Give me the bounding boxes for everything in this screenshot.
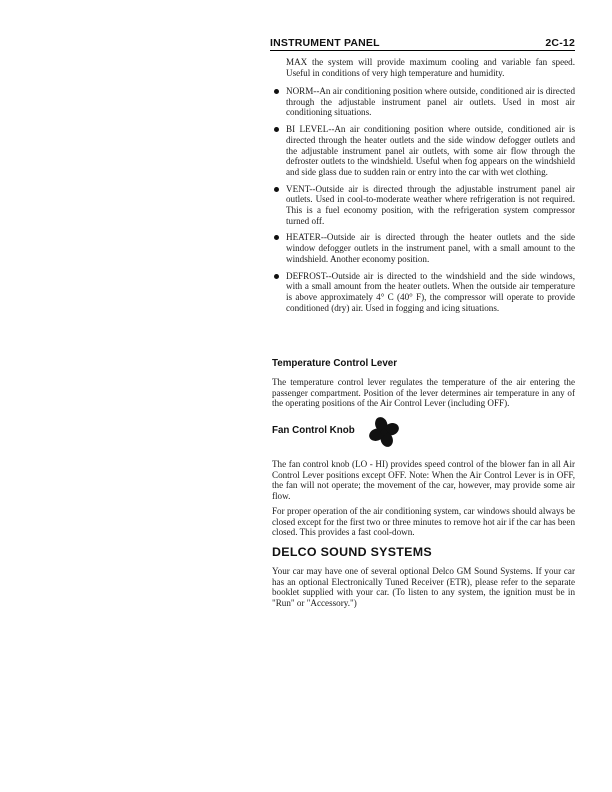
list-item-text: HEATER--Outside air is directed through the heater outlets and the side window defogger outlets in the instrument panel, with a small amount to the windshield. Another economy position. (286, 232, 575, 264)
delco-sound-paragraph: Your car may have one of several optional Delco GM Sound Systems. If your car has an optional Electronically Tuned Receiver (ETR), please refer to the separate booklet supplied with your car. (To listen to any system, the ignition must be in "Run" or "Accessory.") (272, 566, 575, 609)
cool-down-paragraph: For proper operation of the air conditioning system, car windows should always be closed except for the first two or three minutes to remove hot air if the car has been closed. This provides a fast cool-down. (272, 506, 575, 538)
bullet-icon (274, 187, 279, 192)
delco-sound-heading: DELCO SOUND SYSTEMS (272, 545, 432, 559)
page-number: 2C-12 (545, 37, 575, 49)
intro-paragraph: MAX the system will provide maximum cooling and variable fan speed. Useful in conditions of very high temperature and humidity. (286, 57, 575, 78)
list-item-vent (272, 184, 575, 227)
list-item-norm (272, 86, 575, 118)
list-item-text: BI LEVEL--An air conditioning position where outside, conditioned air is directed through the heater outlets and the side window defogger outlets and the adjustable instrument panel air outlets, with some air flow through the defroster outlets to the windshield. Useful when fog appears on the windshield and side glass due to sudden rain or entry into the car with wet clothing. (286, 124, 575, 177)
list-item-text: NORM--An air conditioning position where outside, conditioned air is directed through the adjustable instrument panel air outlets. Used in most air conditioning situations. (286, 86, 575, 118)
bullet-icon (274, 89, 279, 94)
list-item-text: VENT--Outside air is directed through the adjustable instrument panel air outlets. Used in cool-to-moderate weather where refrigeration is not required. This is a fuel economy position, with the refrigeration system compressor turned off. (286, 183, 575, 226)
temperature-control-heading: Temperature Control Lever (272, 358, 398, 369)
fan-control-paragraph: The fan control knob (LO - HI) provides speed control of the blower fan in all Air Control Lever positions except OFF. Note: When the Air Control Lever is in OFF, the fan will not operate; the movement of the car, however, may provide some air flow. (272, 459, 575, 502)
air-control-positions-list (272, 86, 575, 319)
bullet-icon (274, 274, 279, 279)
list-item-heater (272, 232, 575, 264)
page-header (270, 37, 575, 51)
list-item-text: DEFROST--Outside air is directed to the windshield and the side windows, with a small amount from the heater outlets. When the outside air temperature is above approximately 4° C (40° F), the compressor will operate to provide conditioned (dry) air. Used in fogging and icing situations. (286, 270, 575, 313)
fan-control-heading: Fan Control Knob (272, 425, 355, 436)
list-item-bi-level (272, 124, 575, 178)
bullet-icon (274, 127, 279, 132)
temperature-control-paragraph: The temperature control lever regulates the temperature of the air entering the passenger compartment. Position of the lever determines air temperature in any of the operating positions of the Air Control Lever (including OFF). (272, 377, 575, 409)
fan-icon (369, 416, 399, 448)
bullet-icon (274, 235, 279, 240)
list-item-defrost (272, 271, 575, 314)
section-title: INSTRUMENT PANEL (270, 37, 380, 49)
